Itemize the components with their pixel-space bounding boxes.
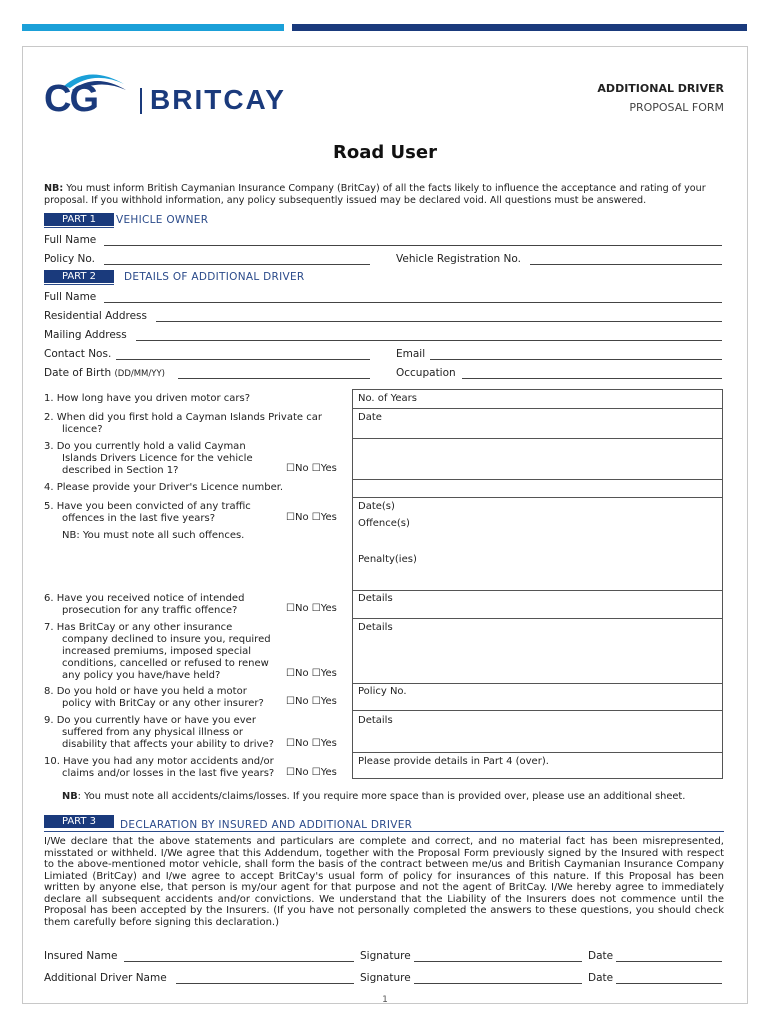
top-accent-bar-cyan bbox=[22, 24, 284, 31]
part1-policy-no-label: Policy No. bbox=[44, 253, 95, 265]
q7-yes-checkbox[interactable]: ☐ bbox=[311, 668, 321, 679]
q6-yes-no bbox=[286, 603, 337, 614]
q5-no-label: No bbox=[294, 512, 309, 523]
part2-full-name-label: Full Name bbox=[44, 291, 97, 303]
q9-no-checkbox[interactable]: ☐ bbox=[286, 738, 295, 749]
q3-yes-no bbox=[286, 463, 337, 474]
q10-details-cell[interactable]: Please provide details in Part 4 (over). bbox=[358, 756, 549, 767]
part1-vehicle-reg-label: Vehicle Registration No. bbox=[396, 253, 521, 265]
part2-email-field[interactable] bbox=[430, 359, 722, 360]
question-10-line2: claims and/or losses in the last five years? bbox=[62, 768, 275, 779]
answers-table bbox=[352, 389, 723, 779]
nb2-prefix: NB bbox=[62, 791, 78, 802]
q5-offences-cell[interactable]: Offence(s) bbox=[358, 518, 410, 529]
question-9-line3: disability that affects your ability to drive? bbox=[62, 739, 274, 750]
question-6-line1: 6. Have you received notice of intended bbox=[44, 593, 245, 604]
q3-yes-label: Yes bbox=[320, 463, 337, 474]
part2-dob-format: (DD/MM/YY) bbox=[114, 369, 165, 379]
britcay-logo bbox=[44, 66, 334, 122]
question-7-line3: increased premiums, imposed special bbox=[62, 646, 251, 657]
part1-tag: PART 1 bbox=[44, 213, 114, 226]
question-2-line1: 2. When did you first hold a Cayman Islands Private car bbox=[44, 412, 322, 423]
insured-name-field[interactable] bbox=[124, 961, 354, 962]
q5-no-checkbox[interactable]: ☐ bbox=[286, 512, 295, 523]
q5-yes-label: Yes bbox=[320, 512, 337, 523]
question-7-line2: company declined to insure you, required bbox=[62, 634, 271, 645]
q9-details-cell[interactable]: Details bbox=[358, 715, 393, 726]
question-7-line1: 7. Has BritCay or any other insurance bbox=[44, 622, 233, 633]
part2-tag: PART 2 bbox=[44, 270, 114, 283]
part2-contact-field[interactable] bbox=[116, 359, 370, 360]
part2-occupation-field[interactable] bbox=[462, 378, 722, 379]
question-3-line2: Islands Drivers Licence for the vehicle bbox=[62, 453, 253, 464]
q3-no-checkbox[interactable]: ☐ bbox=[286, 463, 295, 474]
part2-contact-label: Contact Nos. bbox=[44, 348, 112, 360]
q5-yes-checkbox[interactable]: ☐ bbox=[311, 512, 321, 523]
part2-dob-field[interactable] bbox=[178, 378, 370, 379]
part1-full-name-label: Full Name bbox=[44, 234, 97, 246]
part1-heading: VEHICLE OWNER bbox=[116, 214, 209, 226]
q7-yes-label: Yes bbox=[320, 668, 337, 679]
q1-years-cell[interactable]: No. of Years bbox=[358, 393, 417, 404]
question-5-line2: offences in the last five years? bbox=[62, 513, 216, 524]
part1-rule bbox=[44, 227, 114, 228]
q8-no-label: No bbox=[294, 696, 309, 707]
question-8-line2: policy with BritCay or any other insurer? bbox=[62, 698, 264, 709]
doc-title-line1: ADDITIONAL DRIVER bbox=[597, 82, 724, 95]
q3-yes-checkbox[interactable]: ☐ bbox=[311, 463, 321, 474]
q5-penalties-cell[interactable]: Penalty(ies) bbox=[358, 554, 417, 565]
q10-yes-label: Yes bbox=[320, 767, 337, 778]
question-9-line1: 9. Do you currently have or have you ever bbox=[44, 715, 256, 726]
driver-name-label: Additional Driver Name bbox=[44, 972, 167, 984]
q6-yes-checkbox[interactable]: ☐ bbox=[311, 603, 321, 614]
insured-date-label: Date bbox=[588, 950, 614, 962]
part3-rule bbox=[44, 831, 724, 832]
question-1: 1. How long have you driven motor cars? bbox=[44, 393, 251, 404]
question-2-line2: licence? bbox=[62, 424, 103, 435]
part2-dob-text: Date of Birth bbox=[44, 367, 112, 379]
part2-occupation-label: Occupation bbox=[396, 367, 456, 379]
question-7-line5: any policy you have/have held? bbox=[62, 670, 221, 681]
part2-residential-label: Residential Address bbox=[44, 310, 147, 322]
nb2-text: : You must note all accidents/claims/losses. If you require more space than is provided over, please use an additional sheet. bbox=[77, 791, 686, 802]
q7-no-label: No bbox=[294, 668, 309, 679]
top-accent-bar-navy bbox=[292, 24, 747, 31]
q10-no-checkbox[interactable]: ☐ bbox=[286, 767, 295, 778]
q8-yes-label: Yes bbox=[320, 696, 337, 707]
question-8-line1: 8. Do you hold or have you held a motor bbox=[44, 686, 247, 697]
page-number: 1 bbox=[382, 995, 388, 1005]
part2-mailing-label: Mailing Address bbox=[44, 329, 127, 341]
q10-no-label: No bbox=[294, 767, 309, 778]
nb-accidents-note bbox=[62, 791, 685, 803]
table-rule bbox=[352, 408, 723, 409]
question-6-line2: prosecution for any traffic offence? bbox=[62, 605, 238, 616]
question-5-line1: 5. Have you been convicted of any traffic bbox=[44, 501, 251, 512]
table-rule bbox=[352, 683, 723, 684]
q7-details-cell[interactable]: Details bbox=[358, 622, 393, 633]
question-10-line1: 10. Have you had any motor accidents and/or bbox=[44, 756, 274, 767]
question-3-line3: described in Section 1? bbox=[62, 465, 179, 476]
part2-heading: DETAILS OF ADDITIONAL DRIVER bbox=[124, 271, 305, 283]
q5-dates-cell[interactable]: Date(s) bbox=[358, 501, 395, 512]
q9-yes-label: Yes bbox=[320, 738, 337, 749]
q6-no-checkbox[interactable]: ☐ bbox=[286, 603, 295, 614]
insured-signature-field[interactable] bbox=[414, 961, 582, 962]
question-3-line1: 3. Do you currently hold a valid Cayman bbox=[44, 441, 246, 452]
q6-details-cell[interactable]: Details bbox=[358, 593, 393, 604]
table-rule bbox=[352, 497, 723, 498]
page-title: Road User bbox=[333, 142, 437, 163]
part2-residential-field[interactable] bbox=[156, 321, 722, 322]
table-rule bbox=[352, 752, 723, 753]
insured-name-label: Insured Name bbox=[44, 950, 118, 962]
q8-yes-checkbox[interactable]: ☐ bbox=[311, 696, 321, 707]
insured-date-field[interactable] bbox=[616, 961, 722, 962]
part1-policy-no-field[interactable] bbox=[104, 264, 370, 265]
part2-rule bbox=[44, 284, 114, 285]
part2-email-label: Email bbox=[396, 348, 426, 360]
q9-yes-no bbox=[286, 738, 337, 749]
part2-full-name-field[interactable] bbox=[104, 302, 722, 303]
q10-yes-checkbox[interactable]: ☐ bbox=[311, 767, 321, 778]
question-9-line2: suffered from any physical illness or bbox=[62, 727, 244, 738]
question-7-line4: conditions, cancelled or refused to renew bbox=[62, 658, 269, 669]
driver-date-label: Date bbox=[588, 972, 614, 984]
q6-yes-label: Yes bbox=[320, 603, 337, 614]
part3-tag: PART 3 bbox=[44, 815, 114, 828]
table-rule bbox=[352, 710, 723, 711]
insured-signature-label: Signature bbox=[360, 950, 411, 962]
part1-vehicle-reg-field[interactable] bbox=[530, 264, 722, 265]
logo-mark: CG bbox=[44, 78, 97, 120]
q3-no-label: No bbox=[294, 463, 309, 474]
q8-policy-no-cell[interactable]: Policy No. bbox=[358, 686, 407, 697]
nb-text: You must inform British Caymanian Insurance Company (BritCay) of all the facts likely to influence the acceptance and rating of your proposal. If you withhold information, any policy subsequently issued may be declared void. All questions must be answered. bbox=[44, 183, 706, 206]
driver-name-field[interactable] bbox=[176, 983, 354, 984]
driver-signature-label: Signature bbox=[360, 972, 411, 984]
nb-notice bbox=[44, 183, 724, 207]
question-5-nb: NB: You must note all such offences. bbox=[62, 530, 245, 541]
part2-dob-label bbox=[44, 367, 165, 379]
part1-full-name-field[interactable] bbox=[104, 245, 722, 246]
table-rule bbox=[352, 590, 723, 591]
q6-no-label: No bbox=[294, 603, 309, 614]
table-rule bbox=[352, 618, 723, 619]
table-rule bbox=[352, 479, 723, 480]
driver-signature-field[interactable] bbox=[414, 983, 582, 984]
q9-yes-checkbox[interactable]: ☐ bbox=[311, 738, 321, 749]
logo-divider bbox=[140, 88, 142, 114]
nb-prefix: NB: bbox=[44, 183, 64, 194]
table-rule bbox=[352, 438, 723, 439]
part3-heading: DECLARATION BY INSURED AND ADDITIONAL DRIVER bbox=[120, 819, 413, 831]
q5-yes-no bbox=[286, 512, 337, 523]
q8-no-checkbox[interactable]: ☐ bbox=[286, 696, 295, 707]
question-4: 4. Please provide your Driver's Licence number. bbox=[44, 482, 284, 493]
declaration-text: I/We declare that the above statements and particulars are complete and correct, and no material fact has been misrepresented, misstated or withheld. I/We agree that this Addendum, together with the Proposal Form previously signed by the Insured with respect to the above-mentioned motor vehicle, shall form the basis of the contract between me/us and British Caymanian Insurance Company Limiated (BritCay) and I/we agree to accept BritCay's usual form of policy for insurances of this nature. If this Proposal has been written by anyone else, that person is my/our agent for that purpose and not the agent of BritCay. I/We hereby agree to immediately declare all subsequent accidents and/or convictions. We understand that the Liability of the Insurers does not commence until the Proposal has been accepted by the Insurers. (If you have not personally completed the answers to these questions, you should check them carefully before signing this declaration.) bbox=[44, 836, 724, 928]
q2-date-cell[interactable]: Date bbox=[358, 412, 382, 423]
q7-yes-no bbox=[286, 668, 337, 679]
logo-brand: BRITCAY bbox=[150, 84, 286, 115]
driver-date-field[interactable] bbox=[616, 983, 722, 984]
q7-no-checkbox[interactable]: ☐ bbox=[286, 668, 295, 679]
q10-yes-no bbox=[286, 767, 337, 778]
part2-mailing-field[interactable] bbox=[136, 340, 722, 341]
q8-yes-no bbox=[286, 696, 337, 707]
doc-title-line2: PROPOSAL FORM bbox=[629, 101, 724, 114]
q9-no-label: No bbox=[294, 738, 309, 749]
